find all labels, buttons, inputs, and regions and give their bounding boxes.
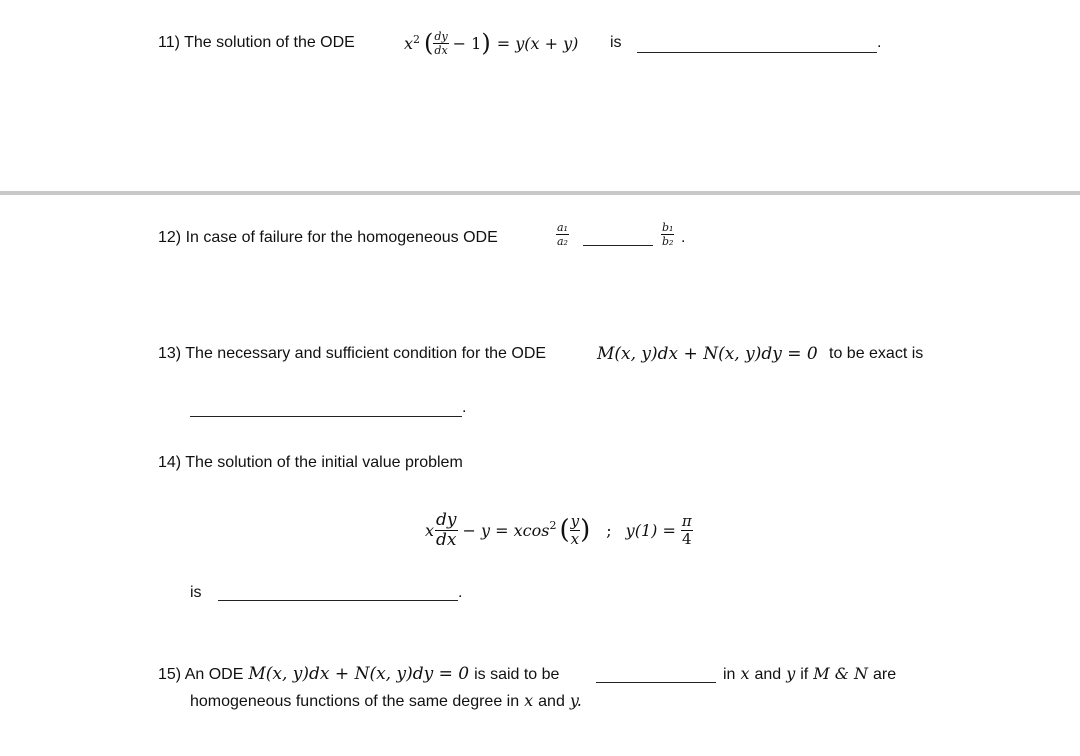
q14-eq-square: 2	[549, 518, 557, 532]
q13-tail: to be exact is	[829, 345, 924, 362]
q11-eq-x: x	[404, 33, 414, 53]
q14-period: .	[458, 584, 463, 601]
q15-are: are	[873, 666, 897, 683]
q11-eq-dx: dx	[434, 43, 448, 57]
q11-eq-minus-one: − 1	[452, 33, 482, 53]
q12-a1: a₁	[557, 221, 568, 234]
q15-if: if	[800, 666, 809, 683]
q11-is: is	[610, 34, 622, 51]
q14-eq-inner-fraction	[570, 511, 580, 548]
q15-line2-text: homogeneous functions of the same degree in	[190, 693, 520, 710]
q14-equation	[425, 506, 693, 554]
q14-eq-dx: dx	[436, 529, 457, 550]
q14-eq-pi: π	[681, 511, 692, 530]
q13-equation: M(x, y)dx + N(x, y)dy = 0	[597, 344, 818, 364]
q14-eq-fraction	[435, 509, 458, 550]
q11-eq-square: 2	[413, 32, 421, 46]
q11-eq-fraction	[433, 31, 448, 56]
q12-answer-blank[interactable]	[583, 245, 653, 246]
q12-a2: a₂	[557, 235, 568, 248]
q14-answer-blank[interactable]	[218, 600, 458, 601]
q11-period: .	[877, 34, 882, 51]
q14-eq-four: 4	[682, 529, 692, 548]
q13-label: 13) The necessary and sufficient condition for the ODE	[158, 345, 547, 362]
q14-eq-x: x	[425, 520, 435, 540]
q15-y2: y.	[569, 691, 582, 710]
q15-line1-tail	[723, 664, 896, 684]
q14-eq-pi-fraction	[681, 511, 693, 548]
q14-label: 14) The solution of the initial value problem	[158, 454, 463, 471]
q11-label: 11) The solution of the ODE	[158, 34, 355, 51]
q15-in: in	[723, 666, 736, 683]
q15-answer-blank[interactable]	[596, 682, 716, 683]
q15-x: x	[740, 664, 750, 683]
q15-line2	[190, 691, 582, 711]
q12-b1: b₁	[662, 221, 674, 234]
q14-eq-y: y	[570, 511, 580, 530]
q11-equation	[404, 26, 578, 60]
q13-answer-blank[interactable]	[190, 416, 462, 417]
q15-said: is said to be	[474, 666, 560, 683]
q14-eq-dy: dy	[436, 509, 457, 530]
q15-label: 15) An ODE	[158, 666, 244, 683]
q11-eq-rhs: = y(x + y)	[496, 33, 579, 53]
q14-eq-mid: − y = xcos	[462, 520, 550, 540]
q12-fraction-b	[661, 222, 674, 247]
q11-eq-rparen: )	[481, 29, 491, 57]
q14-is: is	[190, 584, 202, 601]
q15-mn: M & N	[813, 664, 869, 683]
q15-line1	[158, 664, 559, 684]
q15-and2: and	[538, 693, 565, 710]
q15-x2: x	[524, 691, 534, 710]
q11-eq-dy: dy	[434, 29, 448, 43]
q15-y: y	[786, 664, 796, 683]
q14-eq-lparen: (	[559, 515, 570, 545]
q14-eq-ivp: y(1) =	[625, 520, 676, 540]
q12-label: 12) In case of failure for the homogeneous ODE	[158, 229, 498, 246]
q15-equation: M(x, y)dx + N(x, y)dy = 0	[248, 664, 470, 684]
q12-period: .	[681, 229, 686, 246]
q12-b2: b₂	[662, 235, 674, 248]
section-divider	[0, 191, 1080, 195]
q14-eq-rparen: )	[580, 515, 591, 545]
q13-period: .	[462, 399, 467, 416]
q12-fraction-a	[556, 222, 569, 247]
q11-answer-blank[interactable]	[637, 52, 877, 53]
q14-eq-separator: ;	[606, 520, 612, 540]
q11-eq-lparen: (	[424, 29, 434, 57]
q15-and: and	[754, 666, 782, 683]
q14-eq-x-den: x	[570, 529, 580, 548]
